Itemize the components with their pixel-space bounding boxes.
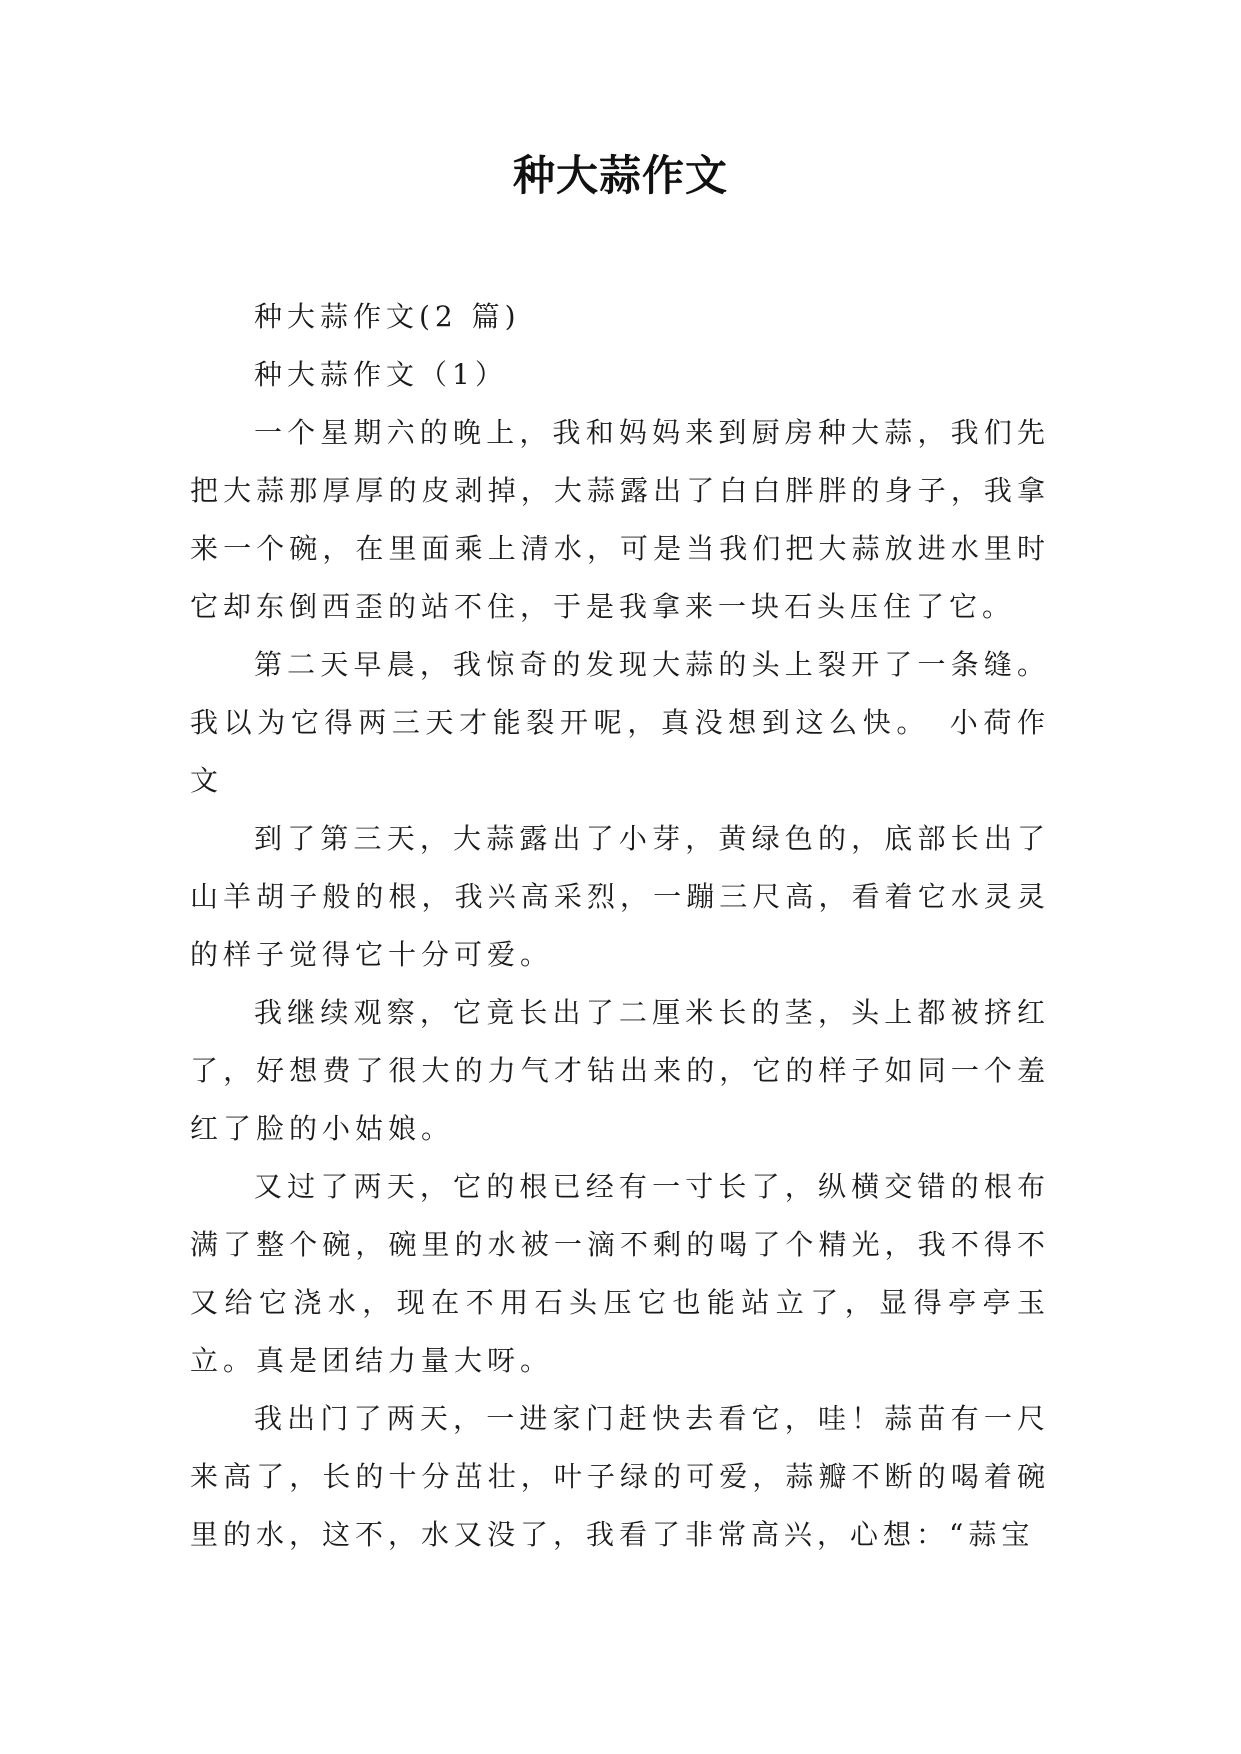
- document-subtitle: 种大蒜作文(2 篇): [254, 300, 521, 333]
- document-body: [190, 288, 1050, 1564]
- paragraph-5: 又过了两天，它的根已经有一寸长了，纵横交错的根布满了整个碗，碗里的水被一滴不剩的喝了个精光，我不得不又给它浇水，现在不用石头压它也能站立了，显得亭亭玉立。真是团结力量大呀。: [190, 1170, 1050, 1377]
- section-heading: 种大蒜作文（1）: [254, 358, 508, 391]
- paragraph-4: 我继续观察，它竟长出了二厘米长的茎，头上都被挤红了，好想费了很大的力气才钻出来的，它的样子如同一个羞红了脸的小姑娘。: [190, 996, 1050, 1145]
- paragraph-2: 第二天早晨，我惊奇的发现大蒜的头上裂开了一条缝。我以为它得两三天才能裂开呢，真没想到这么快。 小荷作文: [190, 648, 1050, 797]
- page-title: 种大蒜作文: [512, 151, 728, 200]
- paragraph-6: 我出门了两天，一进家门赶快去看它，哇！蒜苗有一尺来高了，长的十分茁壮，叶子绿的可爱，蒜瓣不断的喝着碗里的水，这不，水又没了，我看了非常高兴，心想：“蒜宝: [190, 1402, 1050, 1551]
- paragraph-1: 一个星期六的晚上，我和妈妈来到厨房种大蒜，我们先把大蒜那厚厚的皮剥掉，大蒜露出了白白胖胖的身子，我拿来一个碗，在里面乘上清水，可是当我们把大蒜放进水里时它却东倒西歪的站不住，于是我拿来一块石头压住了它。: [190, 416, 1050, 623]
- paragraph-3: 到了第三天，大蒜露出了小芽，黄绿色的，底部长出了山羊胡子般的根，我兴高采烈，一蹦三尺高，看着它水灵灵的样子觉得它十分可爱。: [190, 822, 1050, 971]
